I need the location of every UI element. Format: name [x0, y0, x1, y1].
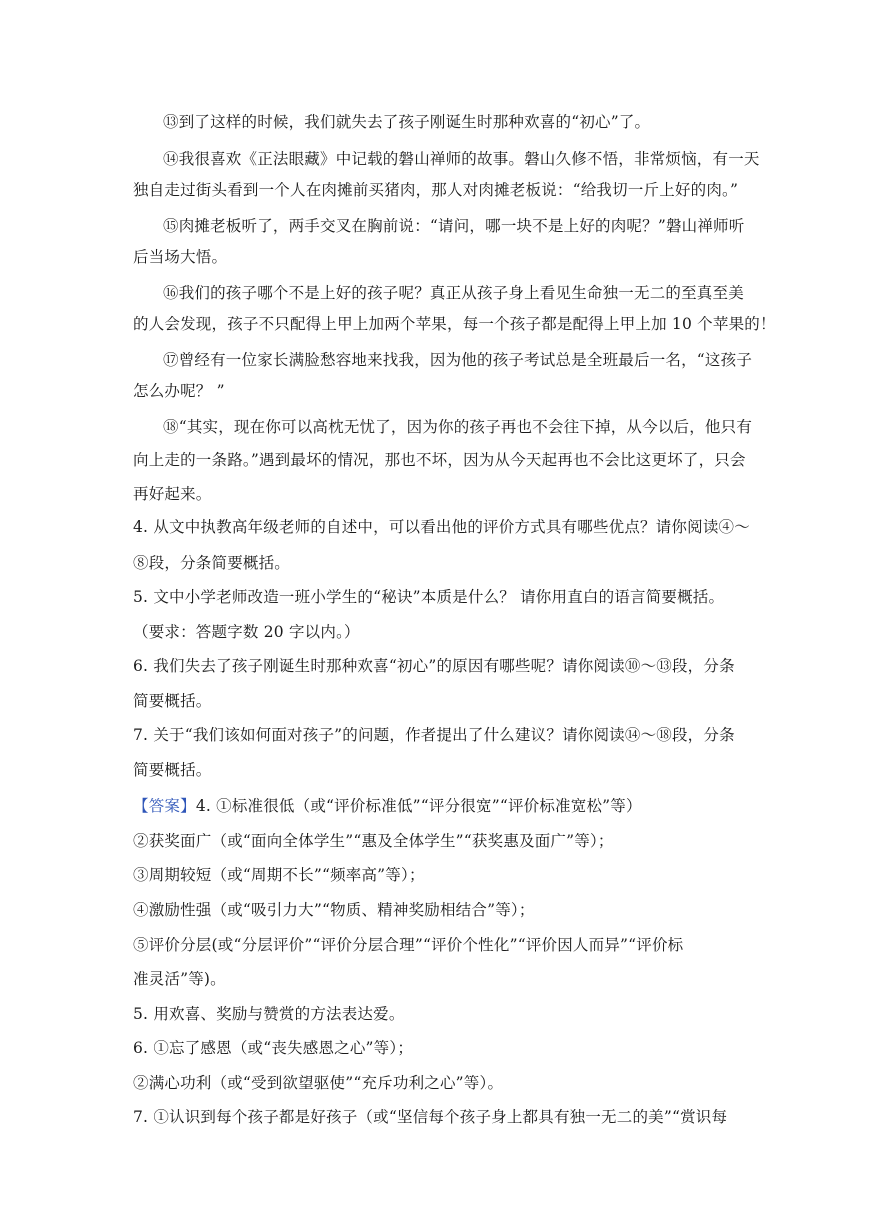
- answer-4-line-2: ②获奖面广（或“面向全体学生”“惠及全体学生”“获奖惠及面广”等）；: [133, 832, 614, 850]
- answer-4-line-3: ③周期较短（或“周期不长”“频率高”等）；: [133, 866, 425, 884]
- question-7-line-2: 简要概括。: [133, 761, 212, 779]
- answer-4-line-4: ④激励性强（或“吸引力大”“物质、精神奖励相结合”等）；: [133, 901, 535, 919]
- answer-4-line-6: 准灵活”等)。: [133, 970, 226, 988]
- answer-4-line-1: [133, 796, 642, 816]
- answer-7-line-1: 7. ①认识到每个孩子都是好孩子（或“坚信每个孩子身上都具有独一无二的美”“赏识每: [133, 1108, 728, 1126]
- question-4-line-2: ⑧段，分条简要概括。: [133, 554, 291, 572]
- question-6-line-1: 6. 我们失去了孩子刚诞生时那种欢喜“初心”的原因有哪些呢？请你阅读⑩～⑬段，分条: [133, 657, 735, 675]
- answer-6-line-1: 6. ①忘了感恩（或“丧失感恩之心”等）；: [133, 1039, 414, 1057]
- answer-4-text: 4. ①标准很低（或“评价标准低”“评分很宽”“评价标准宽松”等）: [195, 797, 642, 815]
- question-5-line-2: （要求：答题字数 20 字以内。）: [133, 623, 360, 641]
- paragraph-18-line-3: 再好起来。: [133, 485, 212, 503]
- paragraph-18-line-1: ⑱“其实，现在你可以高枕无忧了，因为你的孩子再也不会往下掉，从今以后，他只有: [163, 418, 753, 436]
- question-7-line-1: 7. 关于“我们该如何面对孩子”的问题，作者提出了什么建议？请你阅读⑭～⑱段，分条: [133, 726, 735, 744]
- answer-6-line-2: ②满心功利（或“受到欲望驱使”“充斥功利之心”等）。: [133, 1074, 504, 1092]
- question-4-line-1: 4. 从文中执教高年级老师的自述中，可以看出他的评价方式具有哪些优点？请你阅读④～: [133, 518, 750, 536]
- paragraph-13: ⑬到了这样的时候，我们就失去了孩子刚诞生时那种欢喜的“初心”了。: [163, 113, 651, 131]
- question-6-line-2: 简要概括。: [133, 692, 212, 710]
- paragraph-15-line-1: ⑮肉摊老板听了，两手交叉在胸前说：“请问，哪一块不是上好的肉呢？”磐山禅师听: [163, 217, 745, 235]
- answer-5: 5. 用欢喜、奖励与赞赏的方法表达爱。: [133, 1005, 405, 1023]
- paragraph-17-line-2: 怎么办呢？ ”: [133, 382, 225, 400]
- answer-4-line-5: ⑤评价分层(或“分层评价”“评价分层合理”“评价个性化”“评价因人而异”“评价标: [133, 936, 684, 954]
- answer-tag: 【答案】: [133, 797, 196, 815]
- paragraph-16-line-1: ⑯我们的孩子哪个不是上好的孩子呢？真正从孩子身上看见生命独一无二的至真至美: [163, 284, 744, 302]
- paragraph-16-line-2: 的人会发现，孩子不只配得上甲上加两个苹果，每一个孩子都是配得上甲上加 10 个苹果的！: [133, 315, 776, 333]
- paragraph-17-line-1: ⑰曾经有一位家长满脸愁容地来找我，因为他的孩子考试总是全班最后一名，“这孩子: [163, 351, 753, 369]
- paragraph-18-line-2: 向上走的一条路。”遇到最坏的情况，那也不坏，因为从今天起再也不会比这更坏了，只会: [133, 451, 746, 469]
- question-5-line-1: 5. 文中小学老师改造一班小学生的“秘诀”本质是什么？ 请你用直白的语言简要概括。: [133, 588, 725, 606]
- paragraph-14-line-1: ⑭我很喜欢《正法眼藏》中记载的磐山禅师的故事。磐山久修不悟，非常烦恼，有一天: [163, 150, 760, 168]
- paragraph-14-line-2: 独自走过街头看到一个人在肉摊前买猪肉，那人对肉摊老板说：“给我切一斤上好的肉。”: [133, 181, 739, 199]
- paragraph-15-line-2: 后当场大悟。: [133, 248, 228, 266]
